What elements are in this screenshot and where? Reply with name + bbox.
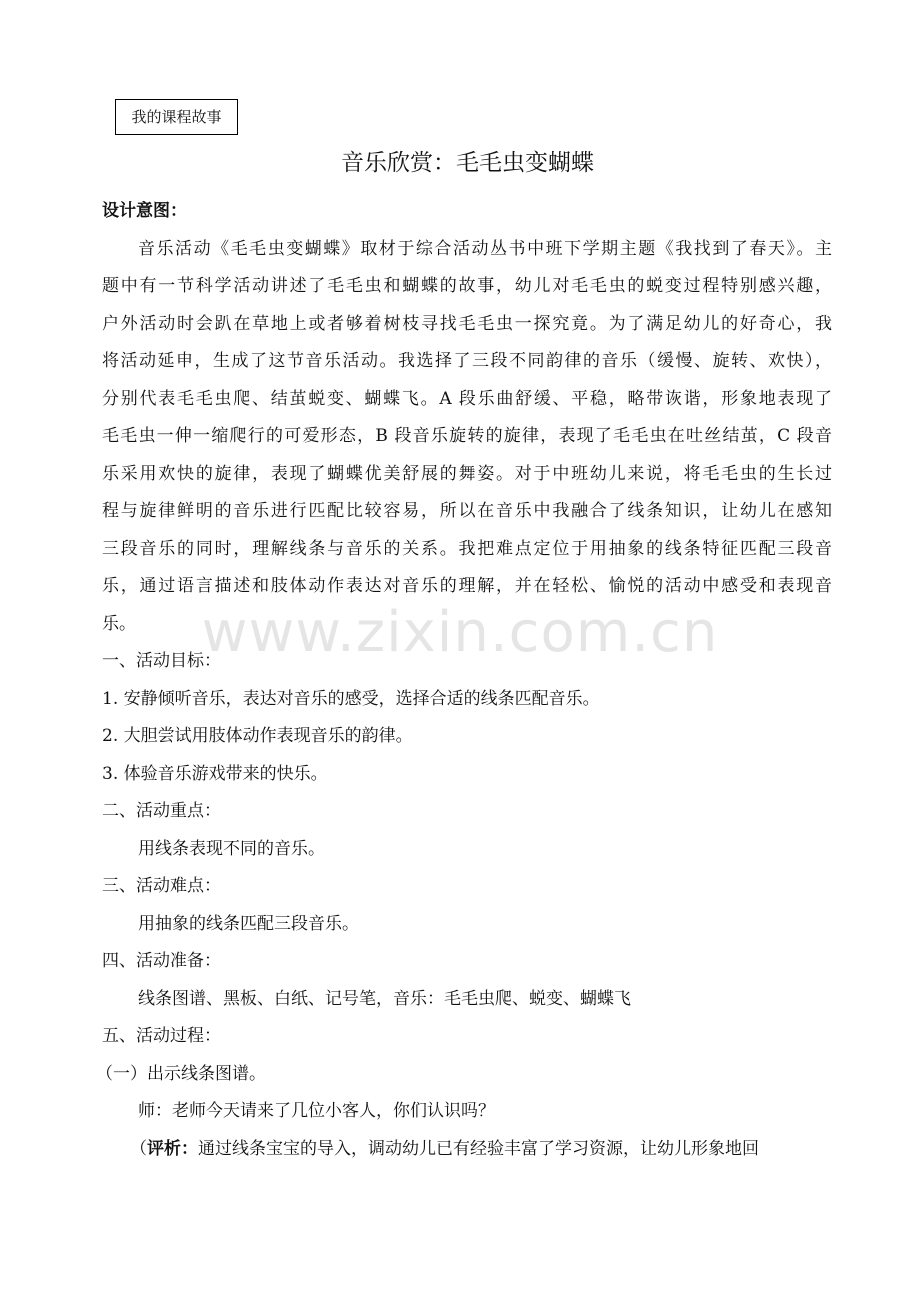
goal-item: 1. 安静倾听音乐，表达对音乐的感受，选择合适的线条匹配音乐。 [102,688,600,709]
paragraph-line: 程与旋律鲜明的音乐进行匹配比较容易，所以在音乐中我融合了线条知识，让幼儿在感知 [102,501,832,521]
step-one-heading: （一）出示线条图谱。 [96,1063,266,1084]
section-preparation-heading: 四、活动准备： [102,951,221,971]
design-intent-heading: 设计意图： [102,201,187,221]
paragraph-line: 乐。 [102,613,136,634]
design-intent-paragraph [102,231,832,644]
section-goals-heading: 一、活动目标： [102,651,221,671]
step-one-text: 师：老师今天请来了几位小客人，你们认识吗？ [138,1101,495,1121]
paragraph-line: 题中有一节科学活动讲述了毛毛虫和蝴蝶的故事，幼儿对毛毛虫的蜕变过程特别感兴趣， [102,276,832,296]
paragraph-line: 音乐活动《毛毛虫变蝴蝶》取材于综合活动丛书中班下学期主题《我找到了春天》。主 [138,238,832,259]
document-body [96,193,832,1168]
section-process-heading: 五、活动过程： [102,1026,221,1046]
paragraph-line: 户外活动时会趴在草地上或者够着树枝寻找毛毛虫一探究竟。为了满足幼儿的好奇心，我 [102,313,832,334]
paragraph-line: 三段音乐的同时，理解线条与音乐的关系。我把难点定位于用抽象的线条特征匹配三段音 [102,538,832,559]
section-difficulty-heading: 三、活动难点： [102,876,221,896]
paragraph-line: 乐，通过语言描述和肢体动作表达对音乐的理解，并在轻松、愉悦的活动中感受和表现音 [102,576,832,596]
paragraph-line: 乐采用欢快的旋律，表现了蝴蝶优美舒展的舞姿。对于中班幼儿来说，将毛毛虫的生长过 [102,463,832,484]
comment-open-paren: （ [130,1138,147,1159]
comment-line [102,1131,832,1169]
goal-item: 3. 体验音乐游戏带来的快乐。 [102,763,328,784]
story-tag-box: 我的课程故事 [115,99,238,135]
paragraph-line: 将活动延申，生成了这节音乐活动。我选择了三段不同韵律的音乐（缓慢、旋转、欢快）， [102,351,832,371]
page-title: 音乐欣赏：毛毛虫变蝴蝶 [341,150,594,176]
paragraph-line: 毛毛虫一伸一缩爬行的可爱形态，B 段音乐旋转的旋律，表现了毛毛虫在吐丝结茧，C 段音 [102,426,832,446]
comment-text: 通过线条宝宝的导入，调动幼儿已有经验丰富了学习资源，让幼儿形象地回 [198,1138,759,1159]
section-focus-text: 用线条表现不同的音乐。 [138,838,325,859]
comment-label: 评析： [147,1138,198,1159]
section-difficulty-text: 用抽象的线条匹配三段音乐。 [138,913,359,934]
goal-item: 2. 大胆尝试用肢体动作表现音乐的韵律。 [102,726,413,746]
watermark: www.zixin.com.cn [201,600,719,665]
section-preparation-text: 线条图谱、黑板、白纸、记号笔，音乐：毛毛虫爬、蜕变、蝴蝶飞 [138,988,631,1009]
paragraph-line: 分别代表毛毛虫爬、结茧蜕变、蝴蝶飞。A 段乐曲舒缓、平稳，略带诙谐，形象地表现了 [102,388,832,409]
section-focus-heading: 二、活动重点： [102,801,221,821]
